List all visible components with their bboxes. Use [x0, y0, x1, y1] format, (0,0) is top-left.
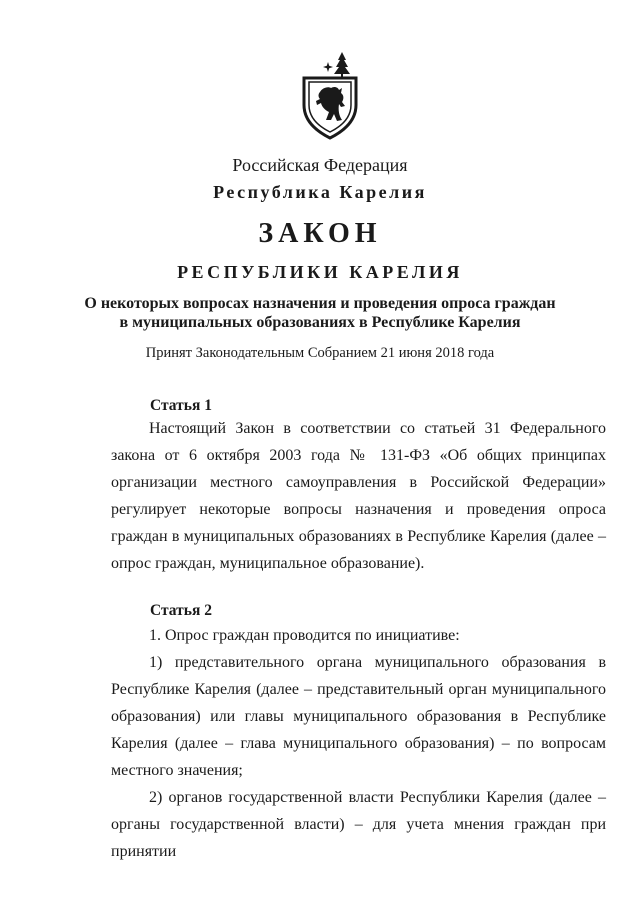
law-title-line-1: О некоторых вопросах назначения и проведения опроса граждан [84, 295, 556, 312]
article-2-paragraph-2: 1) представительного органа муниципального образования в Республике Карелия (далее – представительный орган муниципального образования) или главы муниципального образования в Республике Карелия (далее – глава муниципального образования) – по вопросам местного значения; [111, 654, 606, 779]
karelia-coat-of-arms-icon [298, 50, 362, 140]
article-2-heading: Статья 2 [150, 602, 212, 619]
article-2-text [111, 622, 606, 865]
law-title [0, 294, 640, 332]
document-type-subtitle: РЕСПУБЛИКИ КАРЕЛИЯ [177, 262, 463, 282]
adoption-note: Принят Законодательным Собранием 21 июня 2018 года [145, 345, 495, 361]
article-1-paragraph: Настоящий Закон в соответствии со статьей 31 Федерального закона от 6 октября 2003 года № 131-ФЗ «Об общих принципах организации местного самоуправления в Российской Федерации» регулирует некоторые вопросы назначения и проведения опроса граждан в муниципальных образованиях в Республике Карелия (далее – опрос граждан, муниципальное образование). [111, 420, 606, 572]
article-2-paragraph-1: 1. Опрос граждан проводится по инициативе: [149, 627, 460, 644]
country-name: Российская Федерация [232, 155, 408, 175]
article-1-text [111, 415, 606, 577]
law-title-line-2: в муниципальных образованиях в Республике Карелия [119, 314, 521, 331]
article-1-heading: Статья 1 [150, 397, 212, 414]
article-2-paragraph-3: 2) органов государственной власти Республики Карелия (далее – органы государственной власти) – для учета мнения граждан при принятии [111, 789, 606, 860]
republic-name: Республика Карелия [213, 182, 427, 202]
document-type: ЗАКОН [258, 218, 382, 249]
